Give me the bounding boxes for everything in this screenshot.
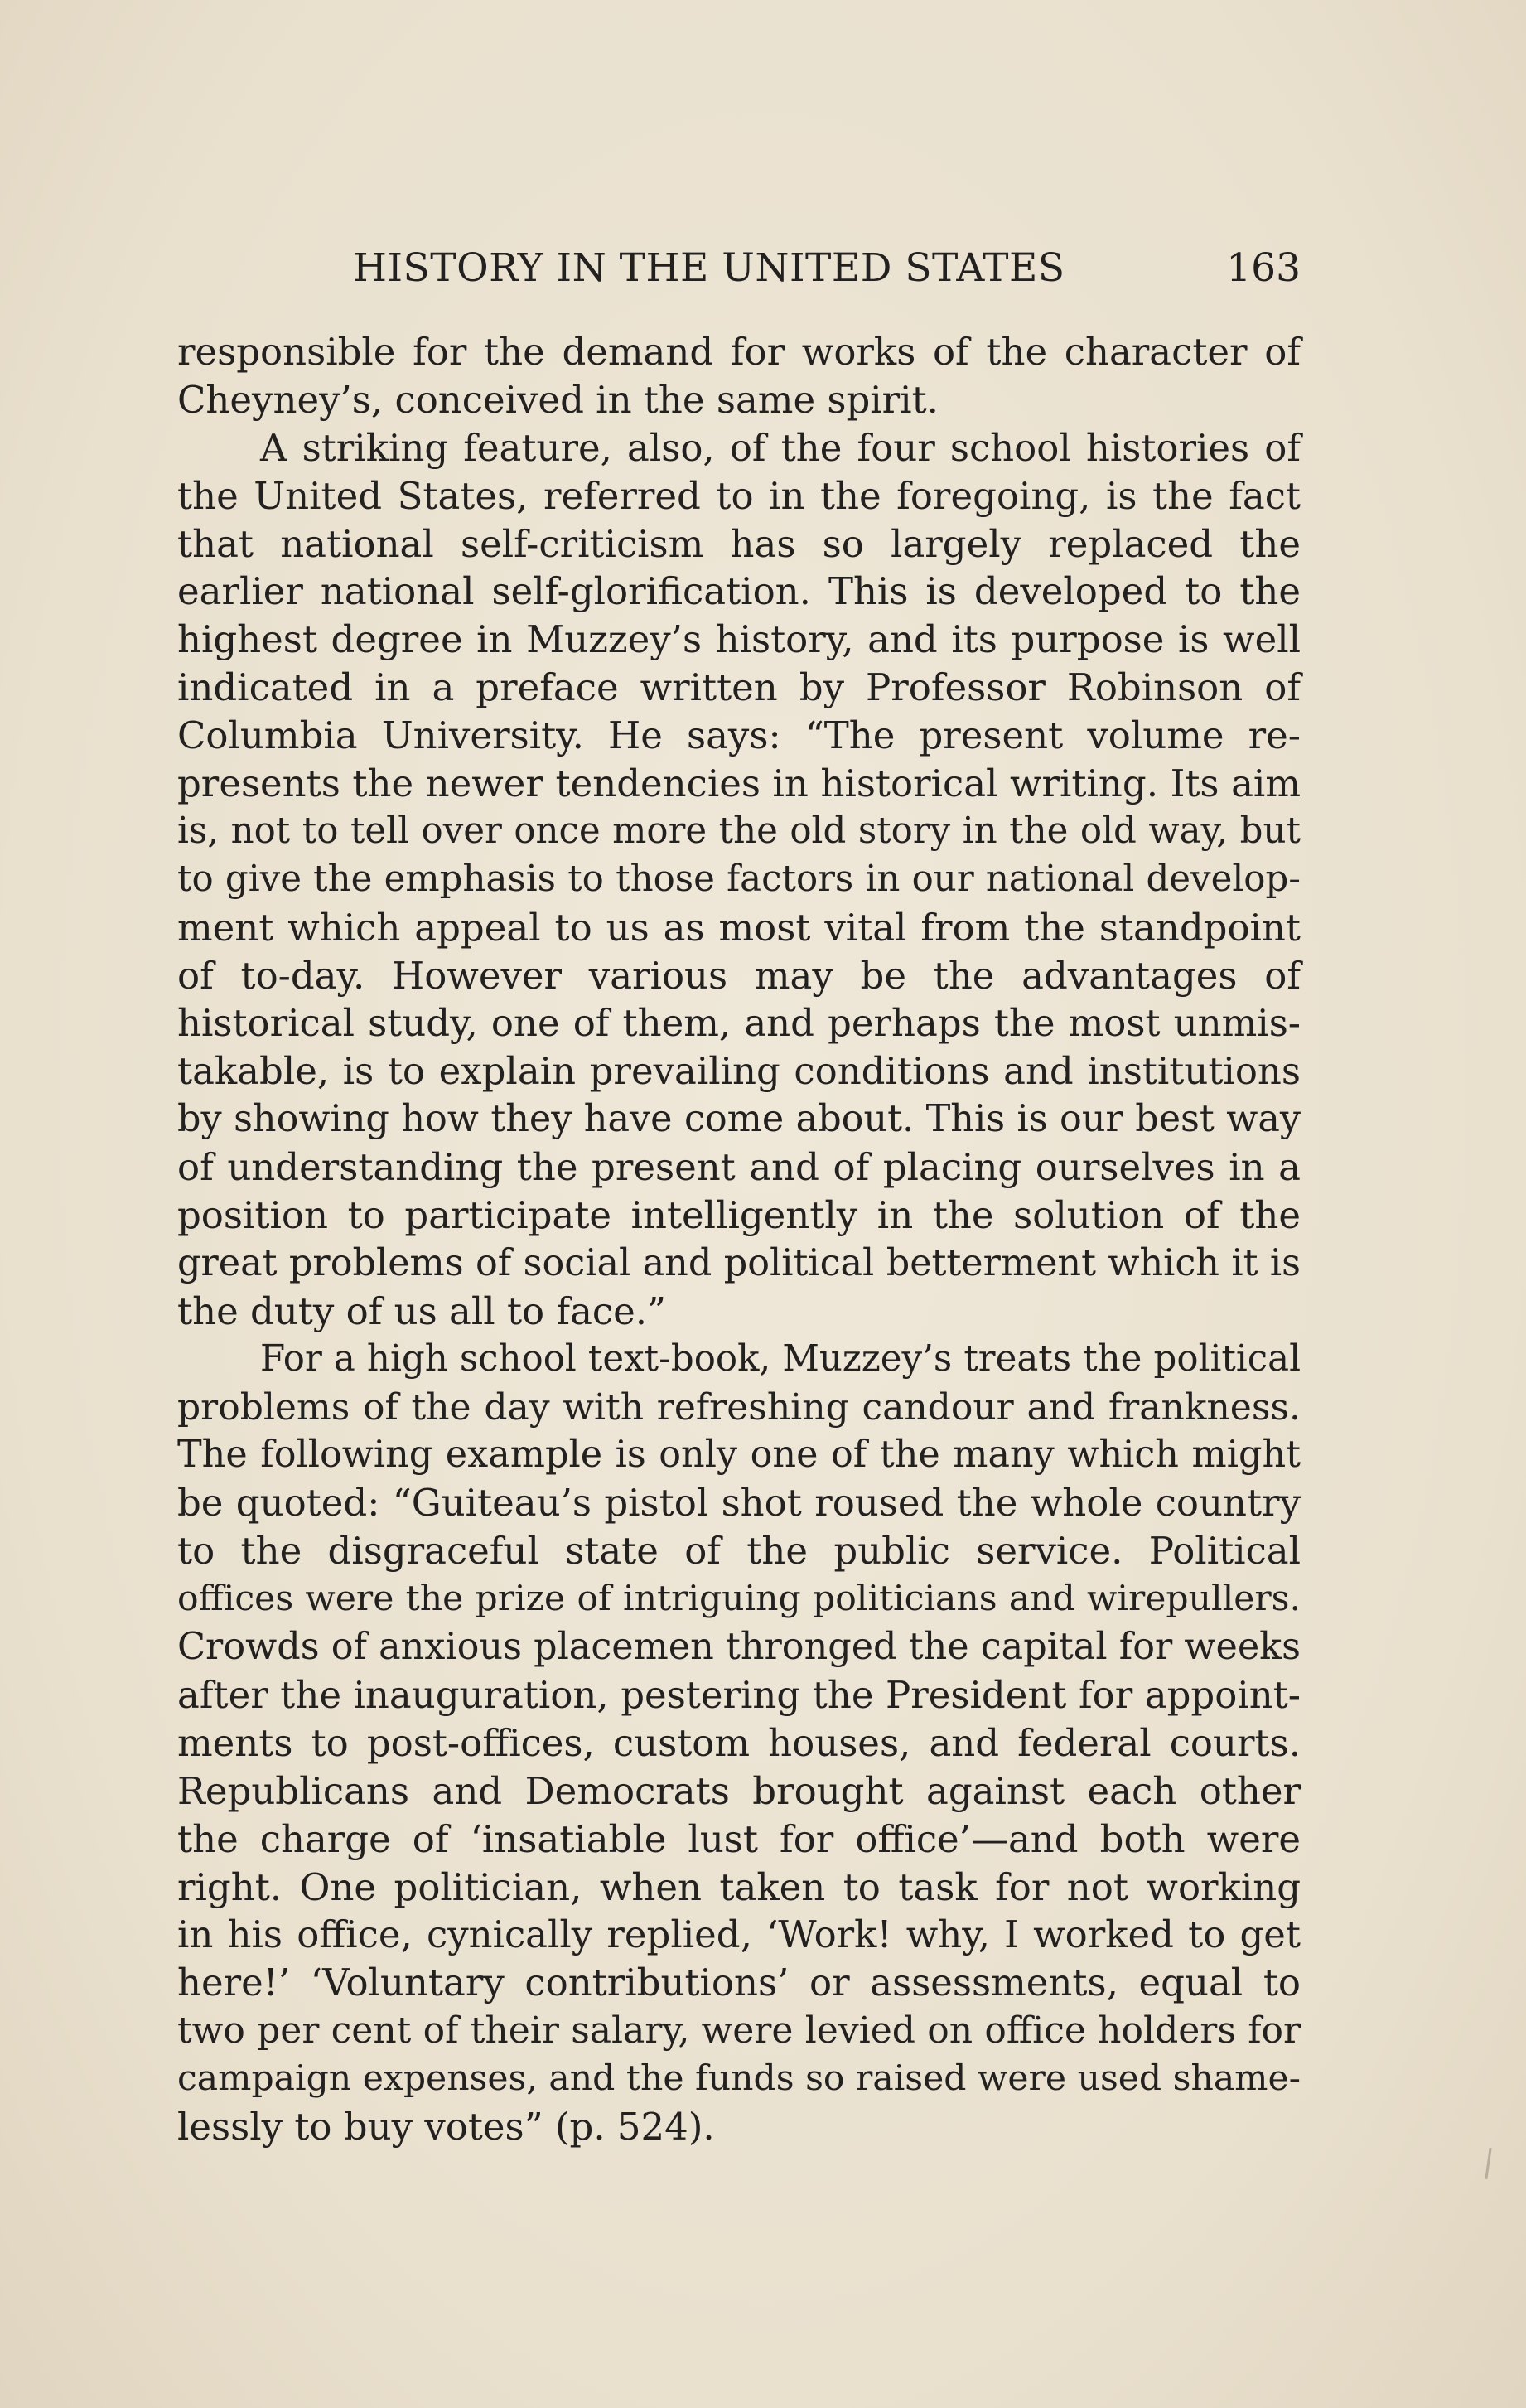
text-line: lessly to buy votes” (p. 524). [177,2104,715,2149]
text-line: Cheyney’s, conceived in the same spirit. [177,377,939,422]
text-line: Republicans and Democrats brought against each other [177,1768,1301,1813]
text-line: be quoted: “Guiteau’s pistol shot roused the whole country [177,1481,1301,1526]
page-header [177,245,1301,303]
text-line: to the disgraceful state of the public service. Political [177,1529,1301,1574]
text-line: ment which appeal to us as most vital from the standpoint [177,905,1301,950]
text-line: campaign expenses, and the funds so raised were used shame- [177,2058,1301,2100]
text-line: earlier national self-glorification. This is developed to the [177,569,1301,614]
page-number: 163 [1226,245,1301,291]
text-line: that national self-criticism has so largely replaced the [177,521,1301,566]
margin-pencil-mark [1485,2148,1491,2179]
text-line: historical study, one of them, and perhaps the most unmis- [177,1001,1301,1046]
text-line: responsible for the demand for works of the character of [177,330,1301,374]
text-line: by showing how they have come about. This is our best way [177,1098,1301,1141]
text-line: two per cent of their salary, were levied on office holders for [177,2009,1301,2053]
text-line: the charge of ‘insatiable lust for office’—and both were [177,1816,1301,1861]
text-line: to give the emphasis to those factors in our national develop- [177,858,1301,900]
body-text [177,328,1301,2151]
text-line: presents the newer tendencies in historical writing. Its aim [177,762,1301,806]
running-head: HISTORY IN THE UNITED STATES [353,245,1065,291]
text-line: the duty of us all to face.” [177,1289,667,1333]
text-line: of to-day. However various may be the advantages of [177,953,1301,998]
text-line: indicated in a preface written by Professor Robinson of [177,665,1301,710]
text-line: takable, is to explain prevailing conditions and institutions [177,1049,1301,1094]
text-line: here!’ ‘Voluntary contributions’ or assessments, equal to [177,1961,1301,2005]
text-line: highest degree in Muzzey’s history, and its purpose is well [177,617,1301,662]
text-line: in his office, cynically replied, ‘Work! why, I worked to get [177,1912,1301,1957]
text-line: great problems of social and political betterment which it is [177,1241,1301,1284]
text-line: position to participate intelligently in the solution of the [177,1193,1301,1238]
text-line: of understanding the present and of placing ourselves in a [177,1145,1301,1190]
text-line: ments to post-offices, custom houses, and federal courts. [177,1720,1301,1765]
text-line: the United States, referred to in the foregoing, is the fact [177,473,1301,518]
text-line: is, not to tell over once more the old story in the old way, but [177,810,1301,852]
text-line: For a high school text-book, Muzzey’s treats the political [260,1337,1301,1380]
text-line: Crowds of anxious placemen thronged the capital for weeks [177,1626,1301,1669]
text-line: after the inauguration, pestering the President for appoint- [177,1672,1301,1717]
text-line: problems of the day with refreshing candour and frankness. [177,1385,1301,1429]
text-line: A striking feature, also, of the four school histories of [260,425,1301,470]
text-line: offices were the prize of intriguing politicians and wirepullers. [177,1579,1301,1620]
text-line: Columbia University. He says: “The present volume re- [177,713,1301,758]
text-line: The following example is only one of the many which might [177,1434,1301,1477]
text-line: right. One politician, when taken to task for not working [177,1864,1301,1909]
